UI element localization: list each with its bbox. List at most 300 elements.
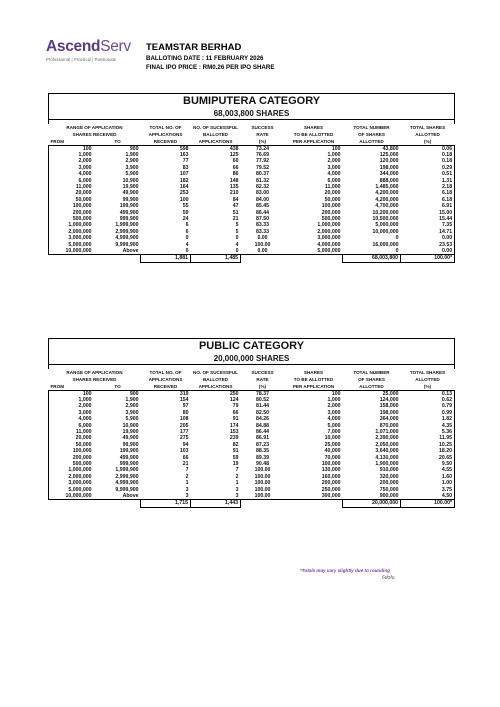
- total-shares-allotted: 68,003,800: [343, 255, 401, 262]
- table-cell: 1.31: [401, 178, 455, 184]
- table-cell: 200,000: [49, 455, 95, 461]
- total-balloted: 1,443: [191, 500, 241, 507]
- table-cell: 40,000: [324, 448, 341, 455]
- total-shares-allotted: 20,000,000: [343, 500, 401, 507]
- col-balloted-header: NO. OF SUCESSFUL: [193, 124, 238, 130]
- logo-wordmark: AscendServ: [46, 38, 131, 55]
- table-cell: Above: [95, 248, 141, 255]
- table-cell: 1,000,000: [317, 222, 341, 229]
- table-cell: 7,000: [327, 428, 341, 435]
- table-cell: 50,000: [49, 197, 95, 203]
- table-cell: 5,000: [327, 422, 341, 429]
- table-cell: 3,900: [125, 409, 139, 416]
- bumiputera-section: [48, 93, 454, 263]
- signature: 6dofu: [382, 575, 395, 581]
- table-cell: 4: [235, 241, 239, 248]
- table-cell: 364,000: [379, 416, 399, 423]
- rounding-footnote: *Totals may vary slightly due to rounding: [300, 568, 390, 573]
- table-cell: 59: [182, 209, 189, 216]
- table-cell: 11,000: [49, 429, 95, 435]
- table-cell: 82: [232, 441, 239, 448]
- table-cell: 4,130,000: [375, 454, 399, 461]
- table-cell: 3: [141, 493, 191, 500]
- table-cell: 500,000: [321, 215, 341, 222]
- col-pct-header: TOTAL SHARES: [409, 369, 446, 375]
- table-cell: 900: [95, 390, 141, 397]
- table-cell: 5,000,000: [49, 487, 95, 493]
- table-cell: 10,200,000: [372, 209, 399, 216]
- company-info: [146, 42, 274, 72]
- table-cell: 94: [182, 441, 189, 448]
- total-pct: 100.00*: [401, 500, 455, 507]
- table-cell: 239: [229, 435, 239, 442]
- table-cell: 82.50: [256, 409, 269, 416]
- table-cell: 0: [185, 235, 189, 242]
- table-cell: 3,000,000: [49, 480, 95, 486]
- table-cell: 100: [179, 196, 189, 203]
- table-cell: 250: [191, 390, 241, 397]
- table-cell: 73.24: [241, 145, 285, 152]
- table-cell: 11.95: [401, 435, 455, 441]
- table-cell: 6,000: [327, 177, 341, 184]
- totals-row: [49, 500, 455, 507]
- table-cell: 3,900: [125, 164, 139, 171]
- table-cell: 0.06: [401, 145, 455, 152]
- table-cell: 2,900: [125, 403, 139, 410]
- table-cell: 10,000,000: [372, 228, 399, 235]
- document-header: [46, 38, 466, 78]
- table-cell: 4,000,000: [317, 241, 341, 248]
- table-cell: 7.35: [401, 222, 455, 228]
- table-cell: 25,000: [343, 390, 401, 397]
- table-cell: 2,000: [327, 158, 341, 165]
- table-cell: 87.23: [256, 441, 269, 448]
- table-cell: 300,000: [285, 493, 343, 500]
- table-cell: 24: [182, 215, 189, 222]
- table-cell: 4,999,900: [115, 480, 139, 487]
- table-cell: 7: [235, 467, 239, 474]
- table-cell: 5: [235, 228, 239, 235]
- table-cell: 107: [179, 171, 189, 178]
- table-cell: 14.71: [401, 229, 455, 235]
- table-cell: 1,900: [125, 151, 139, 158]
- table-cell: 5,000,000: [49, 242, 95, 248]
- table-cell: 15.00: [401, 210, 455, 216]
- table-cell: 2.18: [401, 184, 455, 190]
- table-cell: 0: [343, 248, 401, 255]
- table-cell: 0.00: [257, 235, 268, 242]
- table-cell: 84.00: [256, 196, 269, 203]
- table-cell: 100: [49, 145, 95, 152]
- table-cell: 83.00: [256, 190, 269, 197]
- table-cell: 19,900: [122, 183, 139, 190]
- table-cell: 87.50: [256, 215, 269, 222]
- table-cell: 3.75: [401, 487, 455, 493]
- table-cell: 100,000: [321, 460, 341, 467]
- category-shares: 20,000,000 SHARES: [49, 354, 455, 365]
- table-cell: 80.52: [256, 396, 269, 403]
- table-cell: 10,000,000: [49, 493, 95, 500]
- table-cell: 2,999,900: [115, 473, 139, 480]
- table-cell: 1: [235, 480, 239, 487]
- table-cell: 49,900: [122, 190, 139, 197]
- table-cell: 2,000,000: [49, 229, 95, 235]
- table-cell: 0: [141, 248, 191, 255]
- table-cell: 2,900: [125, 158, 139, 165]
- table-cell: 3,000: [327, 164, 341, 171]
- table-cell: 10,500,000: [372, 215, 399, 222]
- table-cell: 11,000: [49, 184, 95, 190]
- table-cell: 84.88: [256, 422, 269, 429]
- table-cell: 19,900: [122, 428, 139, 435]
- table-cell: 5,000,000: [375, 222, 399, 229]
- table-cell: 43,800: [343, 145, 401, 152]
- table-cell: 2,000,000: [49, 474, 95, 480]
- table-cell: 120,000: [379, 158, 399, 165]
- table-cell: 0.29: [401, 165, 455, 171]
- table-cell: 15.44: [401, 216, 455, 222]
- table-cell: 2,000: [49, 403, 95, 409]
- table-cell: 499,900: [119, 454, 139, 461]
- table-row: [49, 145, 455, 152]
- table-cell: 55: [182, 203, 189, 210]
- table-cell: 77.92: [256, 158, 269, 165]
- table-row: [49, 248, 455, 255]
- table-cell: 97: [182, 403, 189, 410]
- table-cell: 1.82: [401, 416, 455, 422]
- table-cell: 2,390,000: [375, 435, 399, 442]
- table-cell: 19: [232, 460, 239, 467]
- table-cell: 0.13: [401, 390, 455, 397]
- table-cell: 66: [232, 164, 239, 171]
- col-shares-header: SHARES: [303, 369, 324, 375]
- table-cell: 100: [49, 390, 95, 397]
- table-cell: 900: [95, 145, 141, 152]
- table-cell: 1.00: [401, 480, 455, 486]
- table-row: [49, 390, 455, 397]
- total-received: 1,881: [141, 255, 191, 262]
- table-cell: 1,900: [125, 396, 139, 403]
- table-cell: 4: [185, 241, 189, 248]
- table-cell: 90.48: [256, 460, 269, 467]
- table-cell: 100,000: [321, 203, 341, 210]
- table-cell: 3: [235, 486, 239, 493]
- table-cell: 210: [229, 190, 239, 197]
- table-cell: 1,000: [49, 152, 95, 158]
- table-cell: 3,000,000: [317, 235, 341, 242]
- table-cell: 81.44: [256, 403, 269, 410]
- table-cell: Above: [95, 493, 141, 500]
- table-cell: 6,000: [49, 423, 95, 429]
- table-cell: 1,000: [49, 397, 95, 403]
- table-cell: 4,200,000: [375, 196, 399, 203]
- col-total-shares-header: TOTAL NUMBER: [353, 124, 390, 130]
- table-cell: 77: [182, 158, 189, 165]
- table-cell: 199,900: [119, 203, 139, 210]
- table-cell: 319: [141, 390, 191, 397]
- table-cell: 5: [235, 222, 239, 229]
- table-cell: 4.35: [401, 423, 455, 429]
- table-cell: 198,000: [379, 164, 399, 171]
- table-row: [49, 493, 455, 500]
- table-cell: 160,000: [321, 473, 341, 480]
- col-rate-header: SUCCESS: [251, 369, 274, 375]
- table-cell: 21: [182, 460, 189, 467]
- table-cell: 88.35: [256, 448, 269, 455]
- table-cell: 20.65: [401, 455, 455, 461]
- table-cell: 76.69: [256, 151, 269, 158]
- table-cell: 2,000,000: [317, 228, 341, 235]
- table-cell: 100.00: [254, 241, 271, 248]
- table-cell: 91: [232, 448, 239, 455]
- table-cell: 2,999,900: [115, 228, 139, 235]
- total-balloted: 1,485: [191, 255, 241, 262]
- table-cell: 253: [179, 190, 189, 197]
- table-cell: 1,900,000: [375, 460, 399, 467]
- table-cell: 4,200,000: [375, 190, 399, 197]
- table-cell: 438: [191, 145, 241, 152]
- table-cell: 4,700,000: [375, 203, 399, 210]
- table-cell: 86.44: [256, 428, 269, 435]
- table-cell: 2: [185, 473, 189, 480]
- category-title: BUMIPUTERA CATEGORY: [49, 94, 455, 110]
- table-cell: 2: [235, 473, 239, 480]
- table-cell: 1,485,000: [375, 183, 399, 190]
- table-cell: 100: [285, 145, 343, 152]
- table-cell: 148: [229, 177, 239, 184]
- table-cell: 9,999,900: [115, 241, 139, 248]
- table-cell: 100.00: [254, 473, 271, 480]
- table-cell: 108: [179, 416, 189, 423]
- table-cell: 1,999,900: [115, 222, 139, 229]
- table-cell: 199,900: [119, 448, 139, 455]
- table-cell: 0.79: [401, 403, 455, 409]
- table-cell: 50,000: [49, 442, 95, 448]
- table-cell: 100,000: [49, 203, 95, 209]
- table-cell: 0.51: [401, 171, 455, 177]
- table-cell: 7: [185, 467, 189, 474]
- table-cell: 6: [185, 222, 189, 229]
- table-cell: 888,000: [379, 177, 399, 184]
- table-cell: 99,900: [122, 196, 139, 203]
- table-cell: 83: [182, 164, 189, 171]
- table-cell: 86: [232, 171, 239, 178]
- table-cell: 85.45: [256, 203, 269, 210]
- table-cell: 2,000: [327, 403, 341, 410]
- col-pct-header: TOTAL SHARES: [409, 124, 446, 130]
- table-cell: 205: [179, 422, 189, 429]
- table-cell: 174: [229, 422, 239, 429]
- category-title: PUBLIC CATEGORY: [49, 339, 455, 355]
- table-cell: 3: [185, 486, 189, 493]
- table-cell: 16,000,000: [372, 241, 399, 248]
- table-cell: 750,000: [379, 486, 399, 493]
- col-rate-header: SUCCESS: [251, 124, 274, 130]
- table-cell: 81.32: [256, 177, 269, 184]
- table-cell: 3: [191, 493, 241, 500]
- table-cell: 500,000: [49, 461, 95, 467]
- table-cell: 9.50: [401, 461, 455, 467]
- table-cell: 0.62: [401, 397, 455, 403]
- table-cell: 0.00: [401, 248, 455, 255]
- table-cell: 6: [185, 228, 189, 235]
- table-cell: 3,000: [49, 410, 95, 416]
- table-cell: 99,900: [122, 441, 139, 448]
- table-cell: 320,000: [379, 473, 399, 480]
- table-cell: 5,900: [125, 416, 139, 423]
- table-cell: 1.60: [401, 474, 455, 480]
- table-cell: 4,000: [49, 416, 95, 422]
- table-cell: 999,900: [119, 460, 139, 467]
- table-cell: 900,000: [343, 493, 401, 500]
- table-cell: 125: [229, 151, 239, 158]
- table-cell: 182: [179, 177, 189, 184]
- table-cell: 82.32: [256, 183, 269, 190]
- table-cell: 163: [179, 151, 189, 158]
- table-cell: 250,000: [321, 486, 341, 493]
- category-shares: 68,003,800 SHARES: [49, 109, 455, 120]
- table-cell: 0: [191, 248, 241, 255]
- table-cell: 0.18: [401, 158, 455, 164]
- table-cell: 3,000,000: [49, 235, 95, 241]
- table-cell: 0.18: [401, 152, 455, 158]
- table-cell: 1,000: [327, 396, 341, 403]
- table-cell: 20,000: [49, 435, 95, 441]
- table-cell: 66: [182, 454, 189, 461]
- table-cell: 59: [232, 454, 239, 461]
- table-cell: 200,000: [379, 480, 399, 487]
- table-cell: 100.00: [254, 467, 271, 474]
- col-range-header: RANGE OF APPLICATION: [66, 369, 123, 375]
- table-cell: 60: [232, 158, 239, 165]
- table-cell: 124,000: [379, 396, 399, 403]
- table-cell: 0.00: [241, 248, 285, 255]
- table-cell: 86.91: [256, 435, 269, 442]
- table-cell: 0: [235, 235, 239, 242]
- table-cell: 4,000: [327, 171, 341, 178]
- public-section: [48, 338, 454, 508]
- table-cell: 100: [285, 390, 343, 397]
- logo-tagline: Professional | Practical | Passionate: [46, 57, 117, 62]
- table-cell: 10.25: [401, 442, 455, 448]
- bumiputera-table: BUMIPUTERA CATEGORY 68,003,800 SHARES RANGE OF APPLICATION TOTAL NO. OF NO. OF SUCESSFUL SUCCESS SHARES TOTAL NUMBER TOTAL SHARES SHARES RECEIVED APPLICATIONS BALLOTED RATE TO BE ALLOTTED OF SHARES ALLOTTED FROM TO RECEIVED APPLICATIONS (%) PER APPLICATION ALLOTTED (%) 100 900 598 438 73.24 100 43,800 0.06 1,000 1,900 163 125 76.69 1,000 125,000 0.18 2,000 2,900 77 60 77.92 2,000 120,000 0.18 3,000 3,900 83 66 79.52 3,000 198,000 0.29 4,000 5,900 107 86 80.37 4,000 344,000 0.51 6,000 10,900 182 148 81.32 6,000 888,000 1.31 11,000 19,900 164 135 82.32 11,000 1,485,000 2.18 20,000 49,900 253 210 83.00 20,000 4,200,000 6.18 50,000 99,900 100 84 84.00 50,000 4,200,000 6.18 100,000 199,900 55 47 85.45 100,000 4,700,000 6.91 200,000 499,900 59 51 86.44 200,000 10,200,000 15.00 500,000 999,900 24 21 87.50 500,000 10,500,000 15.44 1,000,000 1,999,900 6 5 83.33 1,000,000 5,000,000 7.35 2,000,000 2,999,900 6 5 83.33 2,000,000 10,000,000 14.71 3,000,000 4,999,900 0 0 0.00 3,000,000 0 0.00 5,000,000 9,999,900 4 4 100.00 4,000,000 16,000,000 23.53 10,000,000 Above 0 0 0.00 5,000,000 0 0.00 1,881 1,485 68,003,800 100.00*: [48, 93, 455, 263]
- table-cell: 499,900: [119, 209, 139, 216]
- table-cell: 100.00: [254, 486, 271, 493]
- table-cell: 103: [179, 448, 189, 455]
- table-cell: 3,000: [327, 409, 341, 416]
- balloting-date: BALLOTING DATE : 11 FEBRUARY 2026: [146, 55, 264, 62]
- table-cell: 200,000: [321, 480, 341, 487]
- table-cell: 10,000: [324, 435, 341, 442]
- company-name: TEAMSTAR BERHAD: [146, 42, 242, 53]
- table-cell: 500,000: [49, 216, 95, 222]
- table-cell: 5.36: [401, 429, 455, 435]
- col-total-received-header: TOTAL NO. OF: [149, 124, 182, 130]
- table-cell: 79: [232, 403, 239, 410]
- table-cell: 100.00: [241, 493, 285, 500]
- table-cell: 177: [179, 428, 189, 435]
- table-cell: 999,900: [119, 215, 139, 222]
- table-cell: 275: [179, 435, 189, 442]
- table-cell: 3,000: [49, 165, 95, 171]
- table-cell: 50,000: [324, 196, 341, 203]
- table-cell: 9,999,900: [115, 486, 139, 493]
- table-cell: 0.00: [401, 235, 455, 241]
- table-cell: 1,071,000: [375, 428, 399, 435]
- table-cell: 18.20: [401, 448, 455, 454]
- table-cell: 154: [179, 396, 189, 403]
- table-cell: 78.37: [241, 390, 285, 397]
- table-cell: 1: [185, 480, 189, 487]
- table-cell: 83.33: [256, 222, 269, 229]
- table-cell: 344,000: [379, 171, 399, 178]
- table-cell: 164: [179, 183, 189, 190]
- table-cell: 10,000,000: [49, 248, 95, 255]
- table-cell: 1,000,000: [49, 467, 95, 473]
- table-cell: 598: [141, 145, 191, 152]
- table-cell: 66: [232, 409, 239, 416]
- table-cell: 86.44: [256, 209, 269, 216]
- table-cell: 10,900: [122, 177, 139, 184]
- col-balloted-header: NO. OF SUCESSFUL: [193, 369, 238, 375]
- table-cell: 10,900: [122, 422, 139, 429]
- table-cell: 6,000: [49, 178, 95, 184]
- col-shares-header: SHARES: [303, 124, 324, 130]
- table-cell: 84: [232, 196, 239, 203]
- table-cell: 135: [229, 183, 239, 190]
- table-cell: 5,000,000: [285, 248, 343, 255]
- table-cell: 4,000: [49, 171, 95, 177]
- table-cell: 130,000: [321, 467, 341, 474]
- table-cell: 4.55: [401, 467, 455, 473]
- table-cell: 47: [232, 203, 239, 210]
- table-cell: 0: [395, 235, 399, 242]
- table-cell: 198,000: [379, 409, 399, 416]
- total-pct: 100.00*: [401, 255, 455, 262]
- table-cell: 200,000: [49, 210, 95, 216]
- totals-row: [49, 255, 455, 262]
- table-cell: 3,640,000: [375, 448, 399, 455]
- table-cell: 25,000: [324, 441, 341, 448]
- table-cell: 200,000: [321, 209, 341, 216]
- table-cell: 100,000: [49, 448, 95, 454]
- table-cell: 6.18: [401, 190, 455, 196]
- table-cell: 84.26: [256, 416, 269, 423]
- table-cell: 2,000: [49, 158, 95, 164]
- table-cell: 83.33: [256, 228, 269, 235]
- table-cell: 21: [232, 215, 239, 222]
- col-range-header: RANGE OF APPLICATION: [66, 124, 123, 130]
- table-cell: 11,000: [324, 183, 341, 190]
- table-cell: 870,000: [379, 422, 399, 429]
- table-cell: 20,000: [49, 190, 95, 196]
- table-cell: 89.39: [256, 454, 269, 461]
- table-cell: 80: [182, 409, 189, 416]
- table-cell: 6.91: [401, 203, 455, 209]
- table-cell: 2,050,000: [375, 441, 399, 448]
- table-cell: 1,999,900: [115, 467, 139, 474]
- ascendserv-logo: [46, 38, 138, 62]
- ipo-price: FINAL IPO PRICE : RM0.26 PER IPO SHARE: [146, 64, 275, 71]
- table-cell: 4,999,900: [115, 235, 139, 242]
- total-received: 1,715: [141, 500, 191, 507]
- table-cell: 23.53: [401, 242, 455, 248]
- public-table: PUBLIC CATEGORY 20,000,000 SHARES RANGE OF APPLICATION TOTAL NO. OF NO. OF SUCESSFUL SUCCESS SHARES TOTAL NUMBER TOTAL SHARES SHARES RECEIVED APPLICATIONS BALLOTED RATE TO BE ALLOTTED OF SHARES ALLOTTED FROM TO RECEIVED APPLICATIONS (%) PER APPLICATION ALLOTTED (%) 100 900 319 250 78.37 100 25,000 0.13 1,000 1,900 154 124 80.52 1,000 124,000 0.62 2,000 2,900 97 79 81.44 2,000 158,000 0.79 3,000 3,900 80 66 82.50 3,000 198,000 0.99 4,000 5,900 108 91 84.26 4,000 364,000 1.82 6,000 10,900 205 174 84.88 5,000 870,000 4.35 11,000 19,900 177 153 86.44 7,000 1,071,000 5.36 20,000 49,900 275 239 86.91 10,000 2,390,000 11.95 50,000 99,900 94 82 87.23 25,000 2,050,000 10.25 100,000 199,900 103 91 88.35 40,000 3,640,000 18.20 200,000 499,900 66 59 89.39 70,000 4,130,000 20.65 500,000 999,900 21 19 90.48 100,000 1,900,000 9.50 1,000,000 1,999,900 7 7 100.00 130,000 910,000 4.55 2,000,000 2,999,900 2 2 100.00 160,000 320,000 1.60 3,000,000 4,999,900 1 1 100.00 200,000 200,000 1.00 5,000,000 9,999,900 3 3 100.00 250,000 750,000 3.75 10,000,000 Above 3 3 100.00 300,000 900,000 4.50 1,715 1,443 20,000,000 100.00*: [48, 338, 455, 508]
- table-cell: 158,000: [379, 403, 399, 410]
- table-cell: 124: [229, 396, 239, 403]
- table-cell: 80.37: [256, 171, 269, 178]
- table-cell: 6.18: [401, 197, 455, 203]
